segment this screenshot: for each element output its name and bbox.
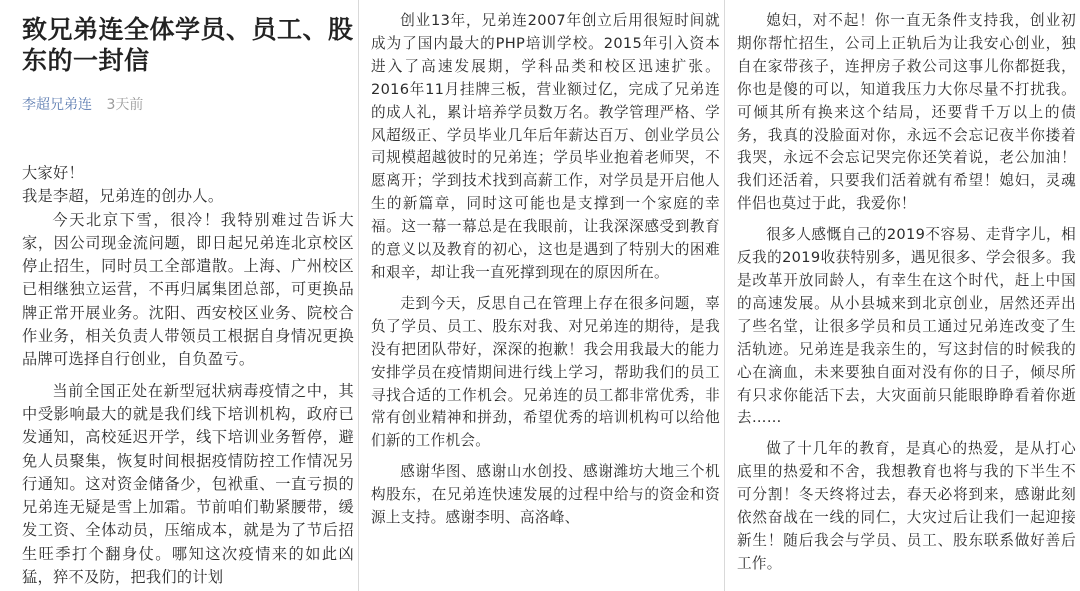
intro-paragraph: 我是李超，兄弟连的创办人。 (22, 187, 224, 206)
body-paragraph: 做了十几年的教育，是真心的热爱，是从打心底里的热爱和不舍，我想教育也将与我的下半生不可分割！冬天终将过去，春天必将到来，感谢此刻依然奋战在一线的同仁，大灾过后让我们一起迎接新生！随后我会与学员、员工、股东联系做好善后工作。 (737, 440, 1076, 572)
article-column-2 (358, 0, 724, 591)
article-column-1 (0, 0, 358, 591)
publish-time: 3天前 (106, 97, 144, 113)
body-paragraph: 走到今天，反思自己在管理上存在很多问题，辜负了学员、员工、股东对我、对兄弟连的期待，是我没有把团队带好，深深的抱歉！我会用我最大的能力安排学员在疫情期间进行线上学习，帮助我们的员工寻找合适的工作机会。兄弟连的员工都非常优秀，非常有创业精神和拼劲，希望优秀的培训机构可以给他们新的工作机会。 (371, 294, 720, 450)
article-title: 致兄弟连全体学员、员工、股东的一封信 (22, 15, 354, 75)
article-column-3 (724, 0, 1080, 591)
body-paragraph: 很多人感慨自己的2019不容易、走背字儿，相反我的2019收获特别多，遇见很多、学会很多。我是改革开放同龄人，有幸生在这个时代，赶上中国的高速发展。从小县城来到北京创业，居然还弄出了些名堂，让很多学员和员工通过兄弟连改变了生活轨迹。兄弟连是我亲生的，写这封信的时候我的心在滴血，未来要独自面对没有你的日子，倾尽所有只求你能活下去，大灾面前只能眼睁睁看着你逝去…… (737, 226, 1076, 427)
body-paragraph: 今天北京下雪，很冷！我特别难过告诉大家，因公司现金流问题，即日起兄弟连北京校区停止招生，同时员工全部遣散。上海、广州校区已相继独立运营，不再归属集团总部，可更换品牌正常开展业务。沈阳、西安校区业务、院校合作业务，相关负责人带领员工根据自身情况更换品牌可选择自行创业，自负盈亏。 (22, 210, 354, 369)
article-body-part-1 (22, 162, 354, 589)
body-paragraph: 感谢华图、感谢山水创投、感谢潍坊大地三个机构股东，在兄弟连快速发展的过程中给与的资金和资源上支持。感谢李明、高洛峰、 (371, 463, 720, 527)
article-body-part-3 (737, 10, 1076, 576)
greeting-paragraph: 大家好！ (22, 164, 84, 182)
body-paragraph: 当前全国正处在新型冠状病毒疫情之中，其中受影响最大的就是我们线下培训机构，政府已发通知，高校延迟开学，线下培训业务暂停，避免人员聚集，恢复时间根据疫情防控工作情况另行通知。这对资金储备少，包袱重、一直亏损的兄弟连无疑是雪上加霜。节前咱们勒紧腰带，缓发工资、全体动员，压缩成本，就是为了节后招生旺季打个翻身仗。哪知这次疫情来的如此凶猛，猝不及防，把我们的计划 (22, 381, 354, 587)
article-body-part-2 (371, 10, 720, 530)
author-link[interactable]: 李超兄弟连 (22, 97, 92, 113)
article-meta (22, 94, 354, 116)
body-paragraph: 创业13年，兄弟连2007年创立后用很短时间就成为了国内最大的PHP培训学校。2015年引入资本进入了高速发展期，学科品类和校区迅速扩张。2016年11月挂牌三板，营业额过亿，完成了兄弟连的成人礼，累计培养学员数万名。教学管理严格、学风超级正、学员毕业几年后年薪达百万、创业学员公司规模超越彼时的兄弟连；学员毕业抱着老师哭，不愿离开；学到技术找到高薪工作，对学员是开启他人生的新篇章，同时这可能也是支撑到一个家庭的幸福。这一幕一幕总是在我眼前，让我深深感受到教育的意义以及教育的初心，这也是遇到了特别大的困难和艰辛，却让我一直死撑到现在的原因所在。 (371, 12, 720, 281)
body-paragraph: 媳妇，对不起！你一直无条件支持我，创业初期你帮忙招生，公司上正轨后为让我安心创业，独自在家带孩子，连押房子救公司这事儿你都挺我，你也是傻的可以，知道我压力大你尽量不打扰我。可倾其所有换来这个结局，还要背千万以上的债务，我真的没脸面对你，永远不会忘记夜半你搂着我哭，永远不会忘记哭完你还笑着说，老公加油！我们还活着，只要我们活着就有希望！媳妇，灵魂伴侣也莫过于此，我爱你！ (737, 12, 1076, 213)
